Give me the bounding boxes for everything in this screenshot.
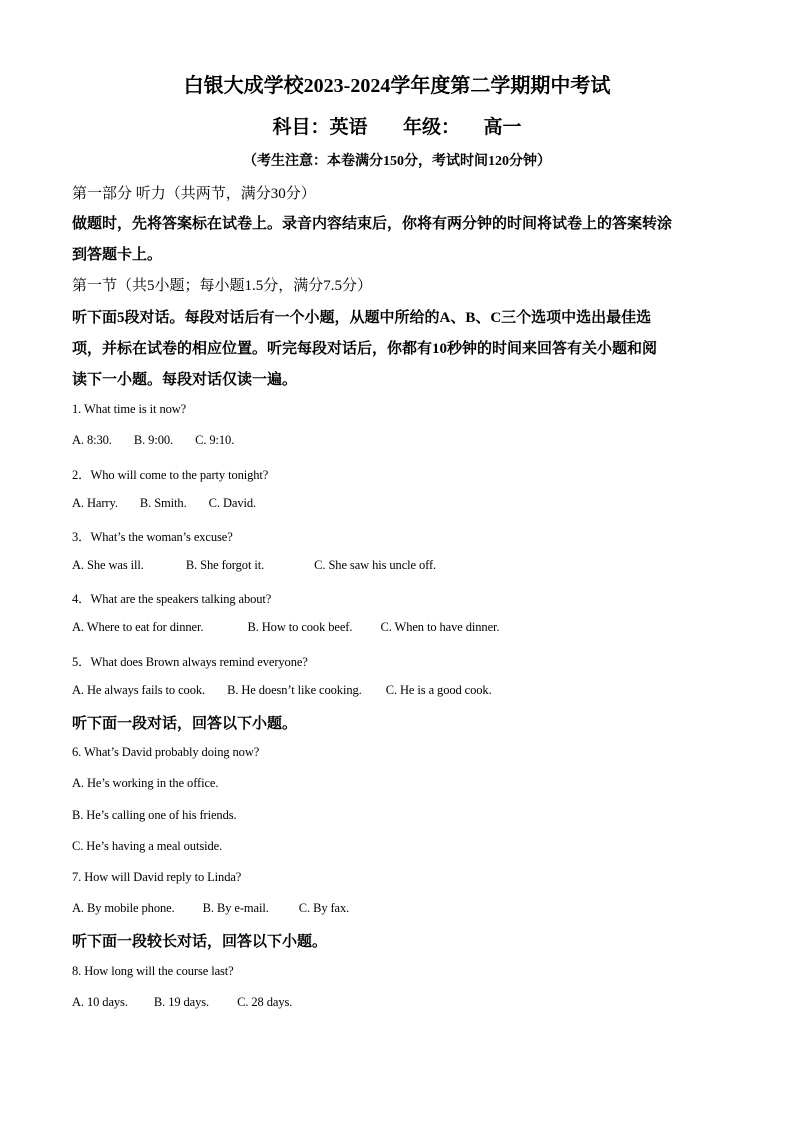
subject-label: 科目：英语 — [272, 117, 368, 138]
option-b: B. By e-mail. — [202, 901, 269, 915]
section1-instruction-line: 读下一小题。每段对话仅读一遍。 — [72, 372, 298, 388]
option-b: B. He’s calling one of his friends. — [72, 808, 237, 822]
section1-instruction-line: 项，并标在试卷的相应位置。听完每段对话后，你都有10秒钟的时间来回答有关小题和阅 — [72, 341, 658, 357]
exam-note: （考生注意：本卷满分150分，考试时间120分钟） — [243, 154, 551, 169]
option-c: C. He is a good cook. — [385, 683, 492, 697]
part1-instruction-line: 做题时，先将答案标在试卷上。录音内容结束后，你将有两分钟的时间将试卷上的答案转涂 — [72, 216, 673, 232]
option-a: A. By mobile phone. — [72, 901, 175, 915]
question-stem: 7. How will David reply to Linda? — [72, 870, 242, 884]
part1-heading: 第一部分 听力（共两节，满分30分） — [72, 186, 316, 202]
option-a: A. Harry. — [72, 496, 118, 510]
grade-value: 高一 — [483, 117, 522, 138]
option-b: B. 9:00. — [133, 433, 174, 447]
exam-subtitle — [0, 112, 794, 139]
question-stem: 3．What’s the woman’s excuse? — [72, 530, 233, 544]
question-options — [72, 683, 492, 698]
part1-instruction-line: 到答题卡上。 — [72, 247, 163, 263]
option-a: A. Where to eat for dinner. — [72, 620, 204, 634]
question-stem: 6. What’s David probably doing now? — [72, 745, 260, 759]
option-c: C. By fax. — [298, 901, 350, 915]
option-a: A. 10 days. — [72, 995, 128, 1009]
option-a: A. She was ill. — [72, 558, 144, 572]
question-options — [72, 496, 256, 511]
question-options — [72, 620, 499, 635]
question-options — [72, 901, 349, 916]
exam-title: 白银大成学校2023-2024学年度第二学期期中考试 — [183, 75, 611, 97]
option-c: C. When to have dinner. — [380, 620, 500, 634]
dialogue-group-heading: 听下面一段较长对话，回答以下小题。 — [72, 934, 328, 950]
option-c: C. She saw his uncle off. — [314, 558, 437, 572]
option-c: C. 9:10. — [195, 433, 235, 447]
option-c: C. 28 days. — [237, 995, 293, 1009]
question-options — [72, 433, 234, 448]
section1-heading: 第一节（共5小题；每小题1.5分，满分7.5分） — [72, 278, 373, 294]
question-stem: 4．What are the speakers talking about? — [72, 592, 272, 606]
option-b: B. He doesn’t like cooking. — [227, 683, 362, 697]
question-stem: 2．Who will come to the party tonight? — [72, 468, 269, 482]
option-b: B. 19 days. — [153, 995, 210, 1009]
option-a: A. 8:30. — [72, 433, 112, 447]
grade-label: 年级： — [402, 117, 460, 138]
question-stem: 8. How long will the course last? — [72, 964, 234, 978]
section1-instruction-line: 听下面5段对话。每段对话后有一个小题，从题中所给的A、B、C三个选项中选出最佳选 — [72, 310, 652, 326]
question-options — [72, 558, 436, 573]
question-options — [72, 995, 292, 1010]
question-stem: 1. What time is it now? — [72, 402, 187, 416]
option-b: B. She forgot it. — [185, 558, 265, 572]
question-stem: 5．What does Brown always remind everyone? — [72, 655, 308, 669]
option-c: C. He’s having a meal outside. — [72, 839, 223, 853]
option-b: B. Smith. — [139, 496, 187, 510]
option-a: A. He’s working in the office. — [72, 776, 219, 790]
option-a: A. He always fails to cook. — [72, 683, 206, 697]
option-b: B. How to cook beef. — [247, 620, 353, 634]
option-c: C. David. — [208, 496, 257, 510]
dialogue-group-heading: 听下面一段对话，回答以下小题。 — [72, 716, 298, 732]
